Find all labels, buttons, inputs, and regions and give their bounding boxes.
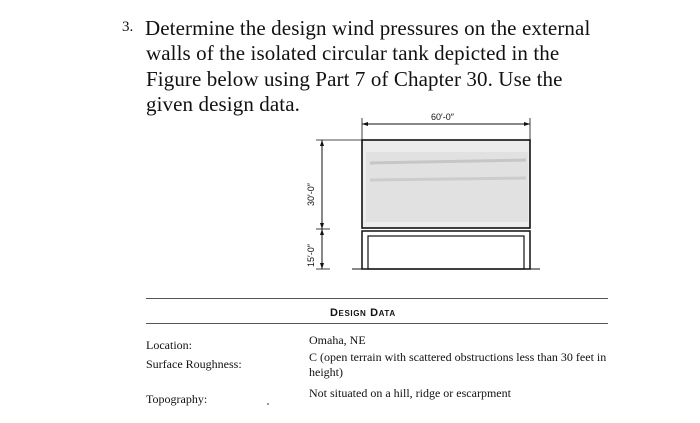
topography-label: Topography:	[146, 392, 208, 406]
location-value: Omaha, NE	[309, 333, 366, 347]
surface-roughness-value: C (open terrain with scattered obstructions less than 30 feet in height)	[309, 350, 607, 379]
base-height-label: 15′-0″	[306, 244, 316, 267]
location-label: Location:	[146, 338, 192, 352]
design-data-top-rule	[146, 298, 608, 299]
question-number: 3.	[122, 19, 134, 35]
design-data-bottom-rule	[146, 323, 608, 324]
tank-height-label: 30′-0″	[306, 183, 316, 206]
question-line-3: Figure below using Part 7 of Chapter 30. Use the	[146, 67, 563, 91]
question-line-1: Determine the design wind pressures on the external	[145, 16, 591, 40]
question-line-2: walls of the isolated circular tank depicted in the	[146, 41, 560, 65]
design-data-title: Design Data	[330, 307, 396, 319]
width-arrow-left	[362, 122, 368, 126]
tank-base-inner	[368, 236, 524, 269]
question-line-4: given design data.	[146, 92, 301, 116]
width-label: 60′-0″	[431, 112, 454, 122]
tank-base	[362, 231, 530, 269]
tank-texture-line	[370, 178, 526, 180]
height-arrow-mid-up	[320, 223, 324, 229]
height-arrow-bot	[320, 263, 324, 269]
topography-value: Not situated on a hill, ridge or escarpment	[309, 386, 511, 400]
width-arrow-right	[524, 122, 530, 126]
stray-mark	[267, 403, 269, 405]
surface-roughness-label: Surface Roughness:	[146, 357, 242, 371]
height-arrow-mid-down	[320, 229, 324, 235]
height-arrow-top	[320, 140, 324, 146]
